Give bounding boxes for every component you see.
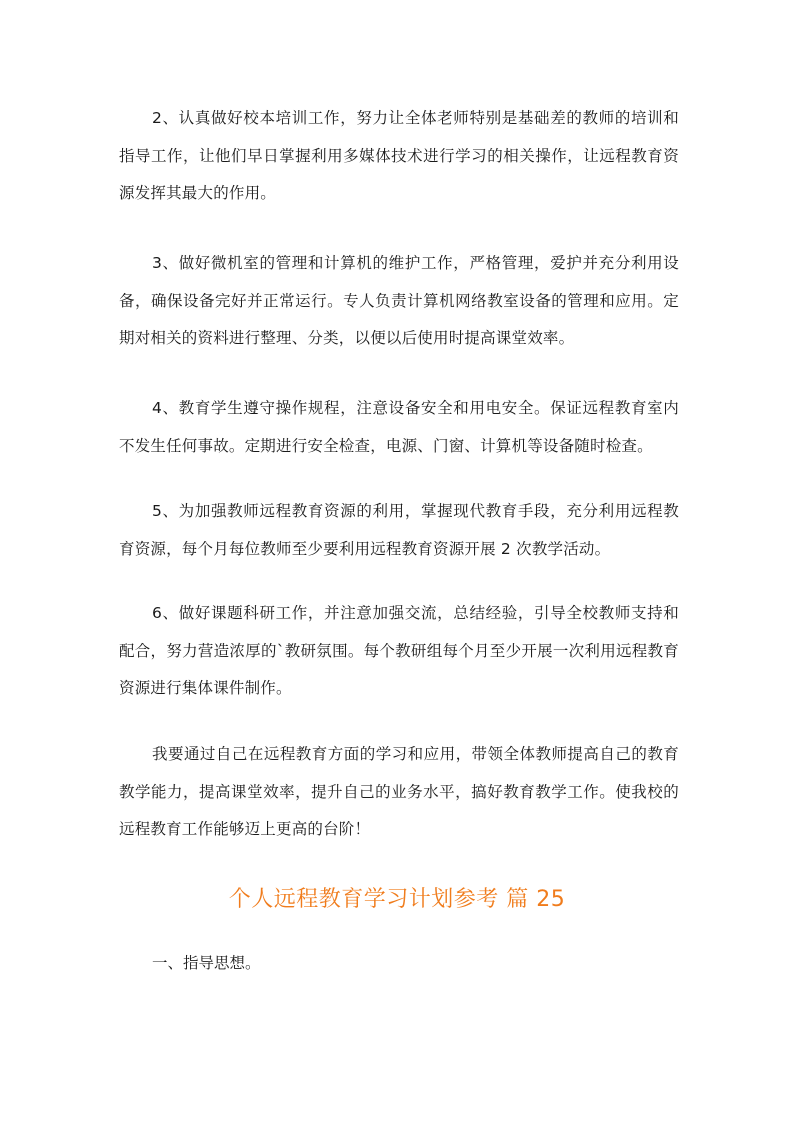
section-heading: 个人远程教育学习计划参考 篇 25 [228,887,566,912]
paragraph-item-3: 3、做好微机室的管理和计算机的维护工作，严格管理，爱护并充分利用设备，确保设备完好并正常运行。专人负责计算机网络教室设备的管理和应用。定期对相关的资料进行整理、分类，以便以后使用时提高课堂效率。 [119,254,679,347]
paragraph-item-2: 2、认真做好校本培训工作，努力让全体老师特别是基础差的教师的培训和指导工作，让他们早日掌握利用多媒体技术进行学习的相关操作，让远程教育资源发挥其最大的作用。 [119,109,679,202]
paragraph-closing: 我要通过自己在远程教育方面的学习和应用，带领全体教师提高自己的教育教学能力，提高课堂效率，提升自己的业务水平，搞好教育教学工作。使我校的远程教育工作能够迈上更高的台阶！ [119,745,679,838]
paragraph-item-6: 6、做好课题科研工作，并注意加强交流，总结经验，引导全校教师支持和配合，努力营造浓厚的`教研氛围。每个教研组每个月至少开展一次利用远程教育资源进行集体课件制作。 [119,604,679,697]
paragraph-item-5: 5、为加强教师远程教育资源的利用，掌握现代教育手段，充分利用远程教育资源，每个月每位教师至少要利用远程教育资源开展 2 次教学活动。 [119,502,679,558]
subheading-guiding-ideology: 一、指导思想。 [152,954,261,972]
paragraph-item-4: 4、教育学生遵守操作规程，注意设备安全和用电安全。保证远程教育室内不发生任何事故。定期进行安全检查，电源、门窗、计算机等设备随时检查。 [119,399,679,455]
